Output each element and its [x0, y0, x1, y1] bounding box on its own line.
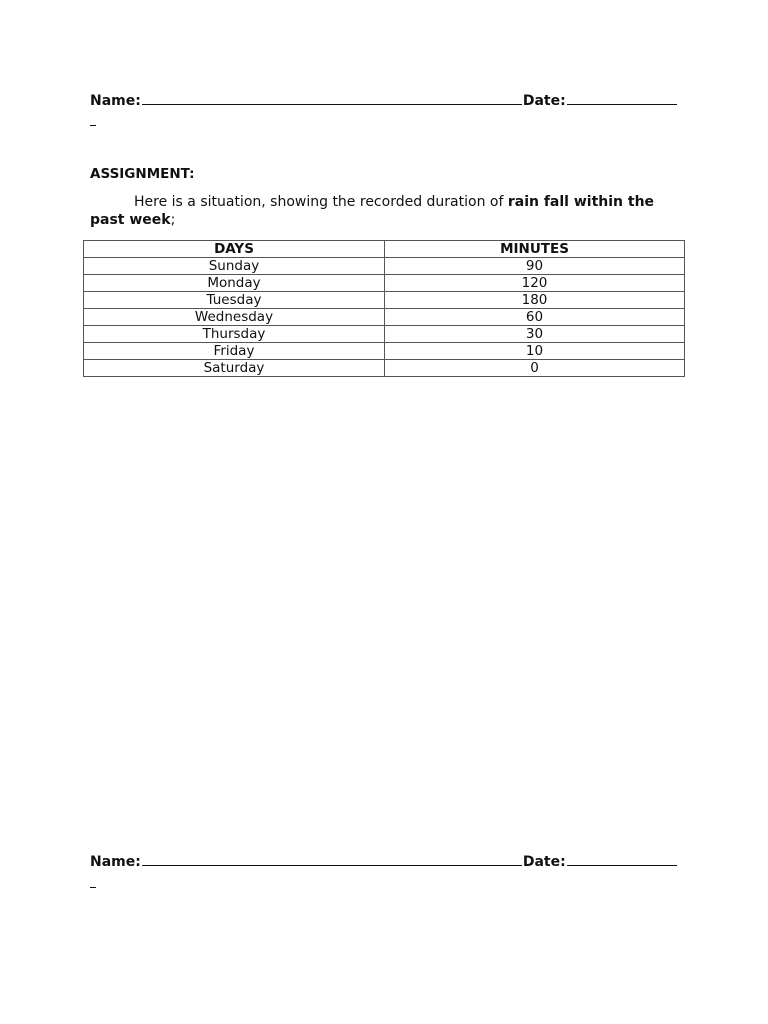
date-blank-continuation	[90, 887, 96, 888]
minutes-cell: 60	[385, 309, 685, 326]
table-row	[84, 258, 685, 275]
column-header-days: DAYS	[84, 241, 385, 258]
day-cell: Monday	[84, 275, 385, 292]
day-cell: Friday	[84, 343, 385, 360]
day-cell: Saturday	[84, 360, 385, 377]
intro-bold-text: rain fall within the past week	[90, 194, 655, 228]
assignment-heading: ASSIGNMENT:	[90, 166, 195, 182]
date-label: Date:	[522, 93, 566, 109]
minutes-cell: 30	[385, 326, 685, 343]
day-cell: Tuesday	[84, 292, 385, 309]
table-row	[84, 309, 685, 326]
table-row	[84, 275, 685, 292]
table-row	[84, 326, 685, 343]
day-cell: Wednesday	[84, 309, 385, 326]
minutes-cell: 120	[385, 275, 685, 292]
assignment-paragraph	[90, 193, 670, 229]
name-date-line-bottom	[90, 853, 680, 870]
date-label: Date:	[522, 854, 566, 870]
minutes-cell: 0	[385, 360, 685, 377]
table-row	[84, 343, 685, 360]
name-label: Name:	[90, 93, 141, 109]
minutes-cell: 90	[385, 258, 685, 275]
table-header-row	[84, 241, 685, 258]
minutes-cell: 10	[385, 343, 685, 360]
name-blank-field[interactable]	[142, 92, 522, 105]
day-cell: Thursday	[84, 326, 385, 343]
table-row	[84, 360, 685, 377]
rainfall-table	[83, 240, 685, 377]
name-date-line-top	[90, 92, 680, 109]
name-blank-field[interactable]	[142, 853, 522, 866]
minutes-cell: 180	[385, 292, 685, 309]
day-cell: Sunday	[84, 258, 385, 275]
date-blank-field[interactable]	[567, 853, 677, 866]
date-blank-field[interactable]	[567, 92, 677, 105]
date-blank-continuation	[90, 125, 96, 126]
table-row	[84, 292, 685, 309]
intro-text: Here is a situation, showing the recorded duration of	[134, 194, 508, 210]
column-header-minutes: MINUTES	[385, 241, 685, 258]
intro-end: ;	[170, 212, 176, 228]
name-label: Name:	[90, 854, 141, 870]
